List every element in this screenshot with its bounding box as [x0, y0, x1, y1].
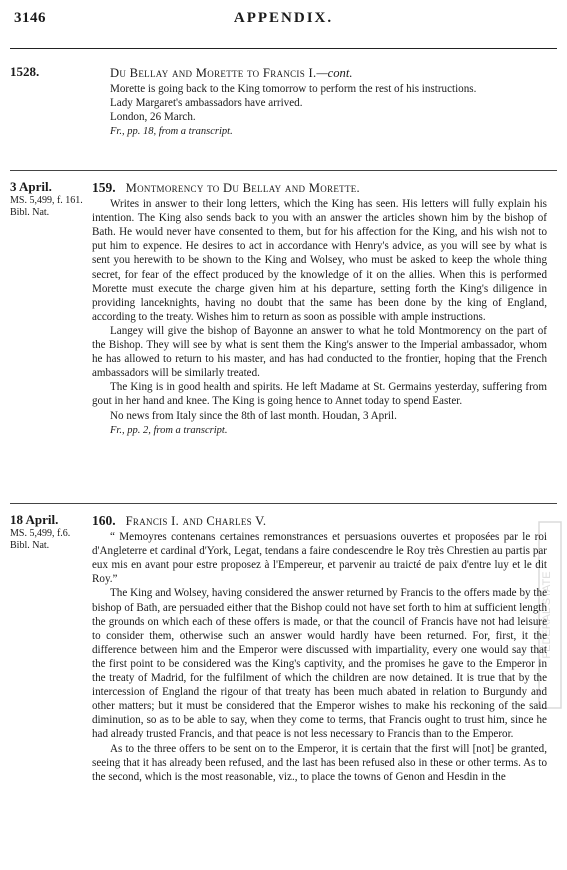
paragraph: The King and Wolsey, having considered the answer returned by Francis to the offers made by the bishop of Bath, are persuaded either that the Bishop could not have set forth to him at sufficient length the grounds on which each of these offers is made, or that the council of Francis have not had leisure to consider them, otherwise such an answer would hardly have been returned. For, first, it the difference between him and the Emperor were discussed with impartiality, every one would say that the first point to be considered was the King's captivity, and the promises he gave to the Emperor in the treaty of Madrid, for the fulfilment of which the children are now detained. It is true that by the intercession of England the rigour of that treaty has been much abated in relation to Burgundy and other matters; but it must be considered that the Emperor wishes to make his reckoning of the said diminution, so as to be able to say, when they come to terms, that Francis ought to trust him, since he had already trusted Francis, and that peace is not less necessary to Francis than to the Emperor. [92, 587, 547, 741]
paragraph: Lady Margaret's ambassadors have arrived. [110, 97, 303, 110]
watermark-text: FEDERAL STATE [541, 571, 553, 659]
source-note: Fr., pp. 2, from a transcript. [110, 424, 228, 436]
entry-heading [92, 66, 547, 80]
margin-date: 3 April. [10, 179, 52, 194]
paragraph: As to the three offers to be sent on to the Emperor, it is certain that the first will [not] be granted, seeing that it has already been refused, and the last has been refused also in these or other terms. As to the second, which is the most reasonable, viz., to place the towns of Genon and Hesdin in the [92, 742, 547, 783]
page-header [0, 0, 567, 40]
paragraph: The King is in good health and spirits. He left Madame at St. Germains yesterday, suffering from gout in her hand and knee. The King is going hence to Annet today to spend Easter. [92, 381, 547, 408]
margin-ref: MS. 5,499, f.6. [10, 528, 71, 539]
source-note: Fr., pp. 18, from a transcript. [110, 126, 233, 138]
entry-number: 159. [92, 180, 116, 195]
page-number: 3146 [14, 10, 46, 26]
paragraph: London, 26 March. [110, 111, 196, 124]
margin-lib: Bibl. Nat. [10, 207, 50, 218]
paragraph: Morette is going back to the King tomorrow to perform the rest of his instructions. [110, 83, 477, 96]
running-head: APPENDIX. [233, 10, 334, 26]
margin-note-159 [10, 181, 90, 219]
margin-note-160 [10, 514, 90, 552]
entry-separator [10, 503, 557, 504]
entry-160 [92, 514, 547, 784]
margin-ref: MS. 5,499, f. 161. [10, 195, 83, 206]
library-stamp-watermark [537, 520, 563, 710]
margin-date: 18 April. [10, 512, 59, 527]
margin-lib: Bibl. Nat. [10, 540, 50, 551]
header-rule [10, 48, 557, 49]
entry-159 [92, 181, 547, 438]
entry-heading [92, 181, 547, 195]
entry-separator [10, 170, 557, 171]
margin-date: 1528. [10, 64, 40, 79]
entry-heading-text: Francis I. and Charles V. [125, 514, 267, 528]
margin-note-1528 [10, 66, 90, 80]
entry-heading-text: Montmorency to Du Bellay and Morette. [125, 181, 360, 195]
paragraph: Langey will give the bishop of Bayonne an answer to what he told Montmorency on the part of the Bishop. They will see by what is sent them the King's answer to the Imperial ambassador, whom he has allowed to return to his master, and has had conducted to the frontier, hoping that the French ambassadors will be similarly treated. [92, 324, 547, 380]
entry-heading-cont: —cont. [316, 66, 353, 80]
paragraph: No news from Italy since the 8th of last month. Houdan, 3 April. [110, 409, 397, 422]
entry-heading-text: Du Bellay and Morette to Francis I. [110, 66, 317, 80]
entry-number: 160. [92, 513, 116, 528]
paragraph: “ Memoyres contenans certaines remonstrances et persuasions ouvertes et proposées par le roi d'Angleterre et cardinal d'York, Legat, tendans a faire condescendre le Roy très Chrestien au partis par eux mis en avant pour estre proposez à l'Empereur, et parvenir au traicté de paix d'entre luy et le dit Roy.” [92, 531, 547, 586]
paragraph: Writes in answer to their long letters, which the King has seen. His letters will fully explain his intention. The King also sends back to you with an answer the articles shown him by the bishop of Bath. He would never have consented to them, but for his affection for the King, and his wish not to put him to expence. He desires to act in accordance with Henry's advice, as you will see by what is sent you herewith to be shown to the King and Wolsey, who must be asked to keep the whole thing secret, for fear of the effect produced by the knowledge of it on the allies. When this is performed Morette must execute the charge given him at his departure, setting forth the King's diligence in providing lanceknights, having no doubt that the same has been done by the king of England, according to the treaty. Wishes him to return as soon as possible with ample instructions. [92, 198, 547, 323]
entry-heading [92, 514, 547, 528]
entry-continuation [92, 66, 547, 139]
